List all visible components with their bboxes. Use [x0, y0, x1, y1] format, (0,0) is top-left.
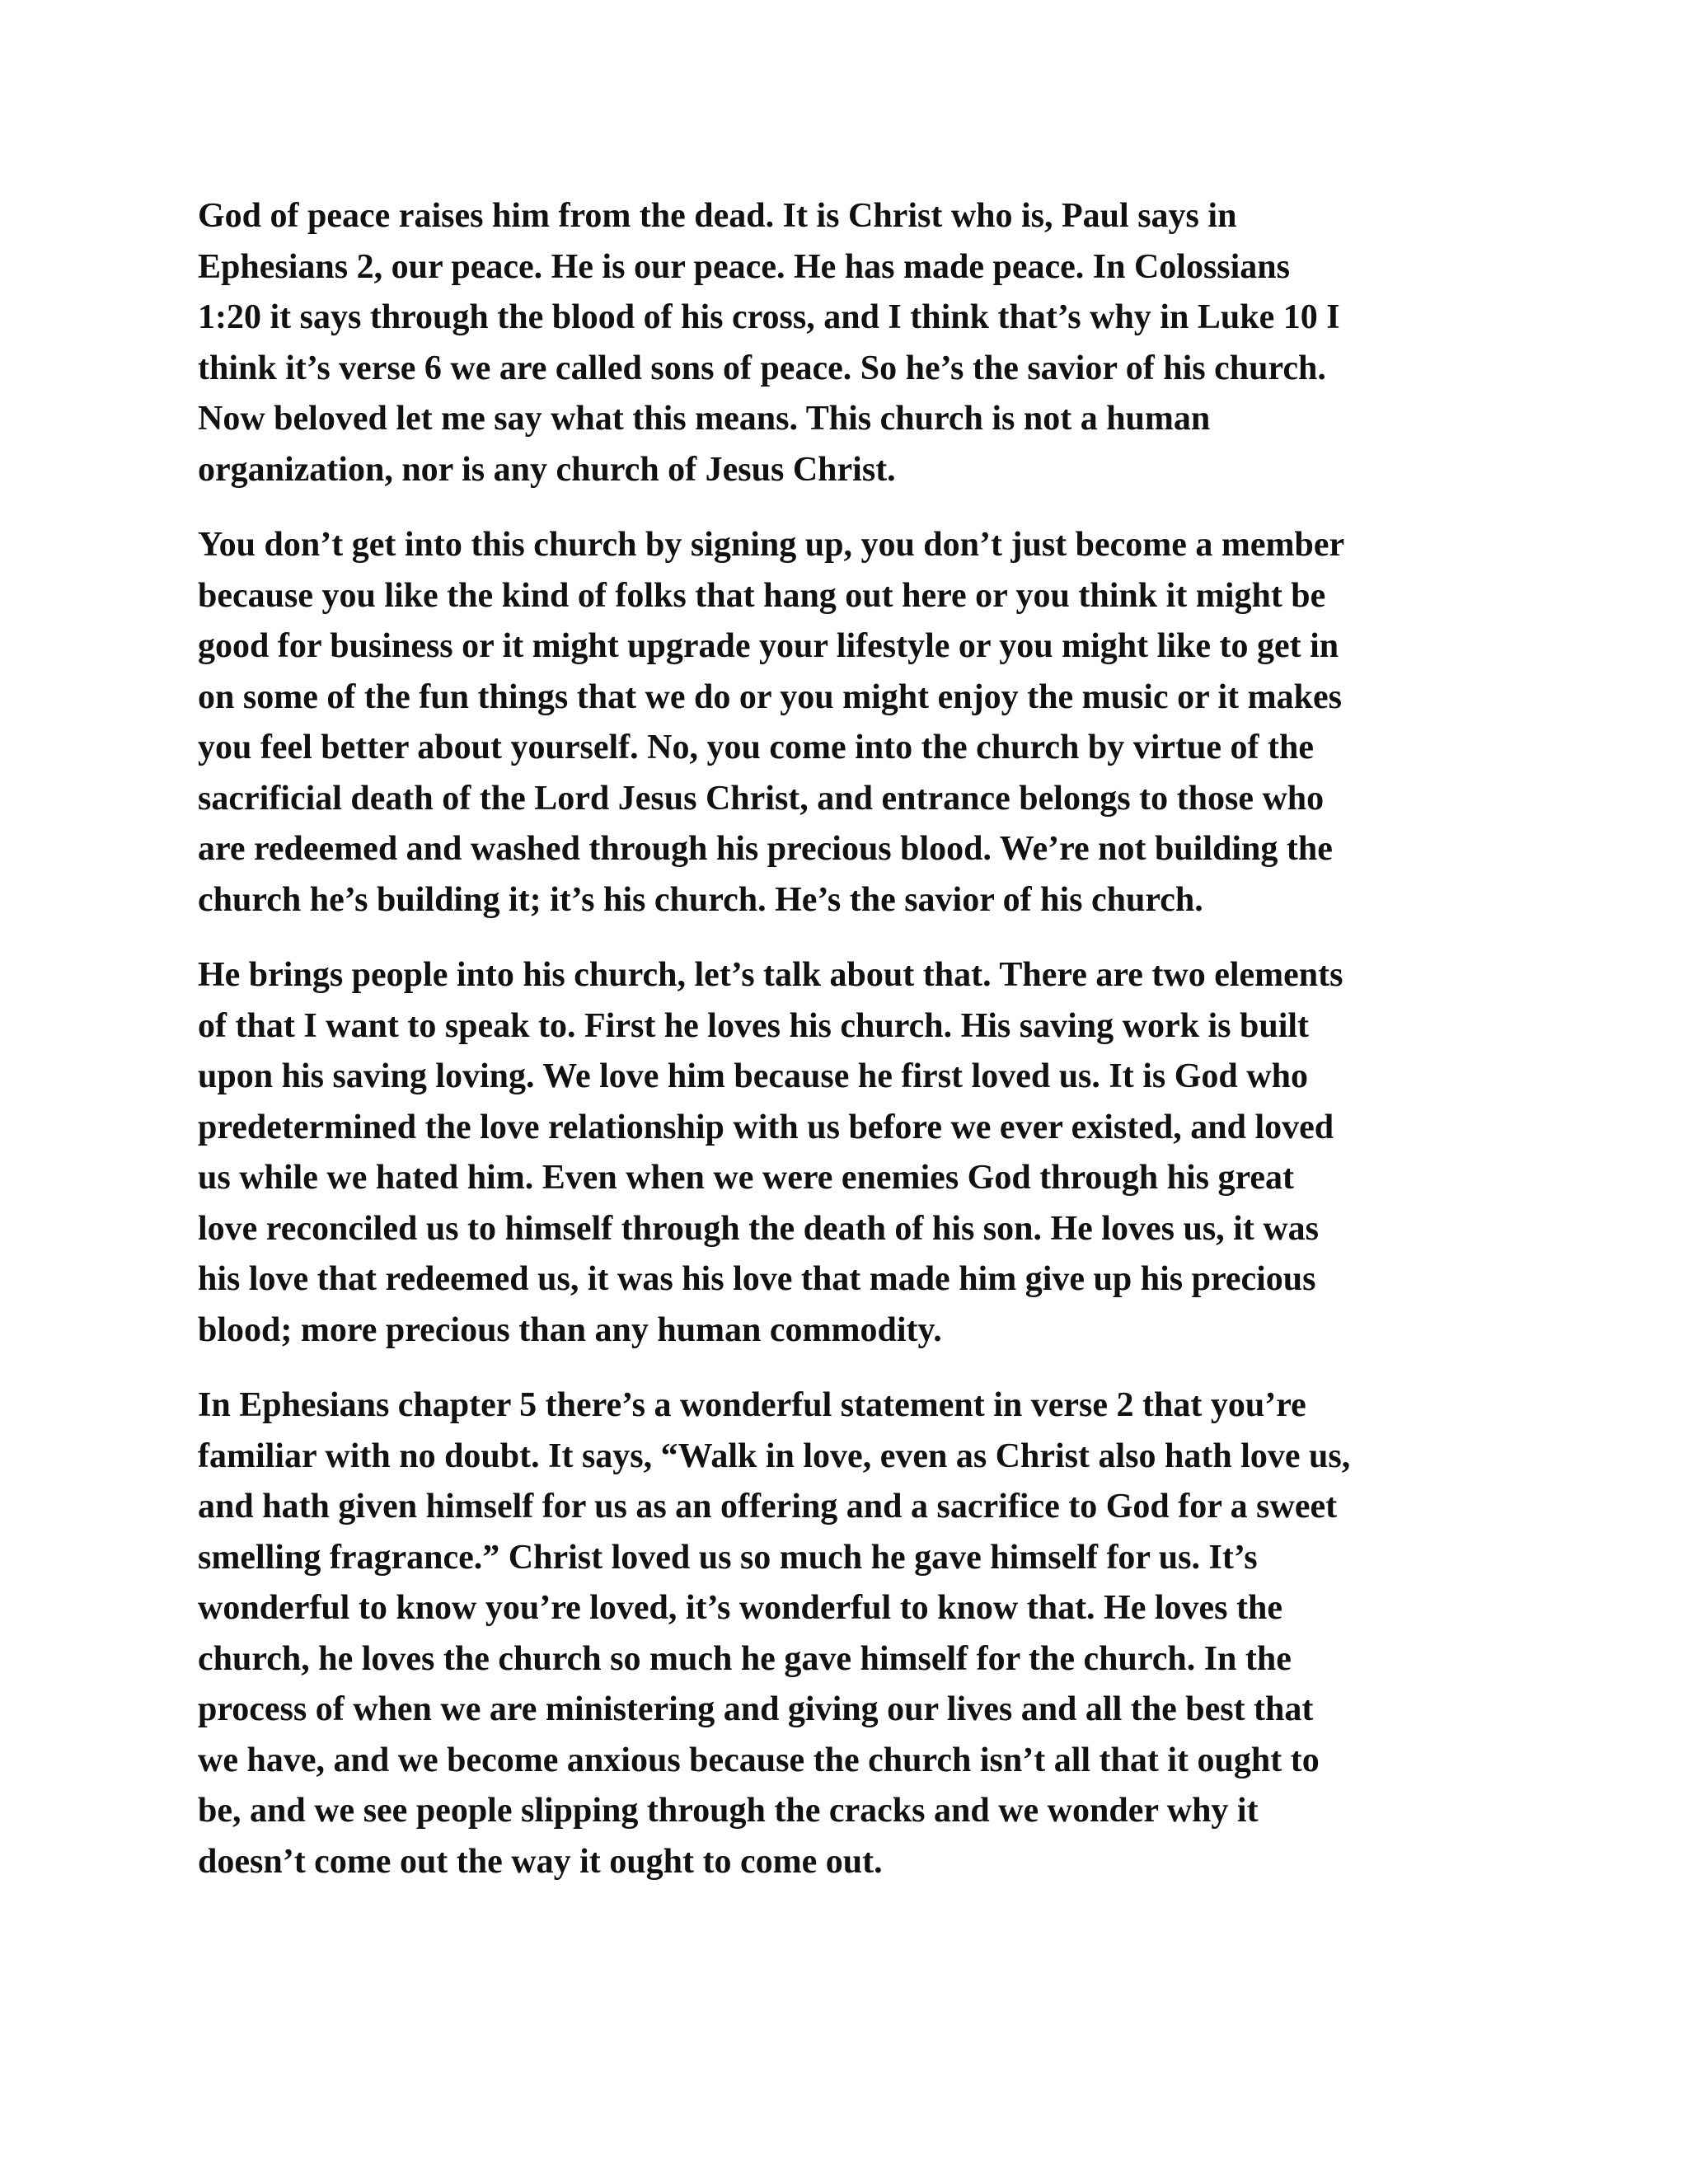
text-line: He brings people into his church, let’s talk about that. There are two elements [198, 956, 1343, 994]
paragraph-3 [198, 950, 1500, 1356]
text-line: doesn’t come out the way it ought to come out. [198, 1842, 883, 1881]
text-line: God of peace raises him from the dead. It is Christ who is, Paul says in [198, 197, 1237, 235]
text-line: and hath given himself for us as an offering and a sacrifice to God for a sweet [198, 1488, 1338, 1526]
text-line: sacrificial death of the Lord Jesus Christ, and entrance belongs to those who [198, 779, 1325, 818]
text-line: church he’s building it; it’s his church. He’s the savior of his church. [198, 880, 1203, 919]
text-line: be, and we see people slipping through the cracks and we wonder why it [198, 1792, 1259, 1830]
text-line: love reconciled us to himself through the death of his son. He loves us, it was [198, 1209, 1319, 1248]
text-line: us while we hated him. Even when we were enemies God through his great [198, 1159, 1295, 1197]
text-line: smelling fragrance.” Christ loved us so much he gave himself for us. It’s [198, 1538, 1258, 1577]
paragraph-2 [198, 520, 1500, 926]
text-line: think it’s verse 6 we are called sons of peace. So he’s the savior of his church. [198, 349, 1326, 387]
text-line: good for business or it might upgrade your lifestyle or you might like to get in [198, 627, 1339, 665]
text-line: blood; more precious than any human commodity. [198, 1310, 942, 1349]
text-line: 1:20 it says through the blood of his cross, and I think that’s why in Luke 10 I [198, 298, 1340, 336]
text-line: Ephesians 2, our peace. He is our peace. He has made peace. In Colossians [198, 247, 1291, 286]
paragraph-1 [198, 191, 1500, 495]
text-line: You don’t get into this church by signing up, you don’t just become a member [198, 526, 1345, 564]
text-line: predetermined the love relationship with us before we ever existed, and loved [198, 1108, 1334, 1146]
text-line: on some of the fun things that we do or you might enjoy the music or it makes [198, 677, 1342, 716]
text-line: In Ephesians chapter 5 there’s a wonderful statement in verse 2 that you’re [198, 1386, 1306, 1424]
text-line: church, he loves the church so much he gave himself for the church. In the [198, 1639, 1292, 1678]
text-line: upon his saving loving. We love him because he first loved us. It is God who [198, 1057, 1308, 1095]
text-line: are redeemed and washed through his precious blood. We’re not building the [198, 830, 1333, 868]
text-line: organization, nor is any church of Jesus Christ. [198, 450, 896, 489]
text-line: Now beloved let me say what this means. This church is not a human [198, 400, 1211, 438]
text-line: you feel better about yourself. No, you come into the church by virtue of the [198, 729, 1314, 766]
paragraph-4 [198, 1380, 1500, 1887]
document-body [198, 191, 1500, 1912]
text-line: wonderful to know you’re loved, it’s wonderful to know that. He loves the [198, 1589, 1283, 1627]
text-line: because you like the kind of folks that hang out here or you think it might be [198, 576, 1326, 615]
text-line: process of when we are ministering and giving our lives and all the best that [198, 1690, 1314, 1728]
text-line: we have, and we become anxious because the church isn’t all that it ought to [198, 1741, 1320, 1779]
text-line: of that I want to speak to. First he loves his church. His saving work is built [198, 1006, 1310, 1045]
text-line: familiar with no doubt. It says, “Walk in love, even as Christ also hath love us, [198, 1436, 1351, 1475]
text-line: his love that redeemed us, it was his love that made him give up his precious [198, 1260, 1316, 1298]
